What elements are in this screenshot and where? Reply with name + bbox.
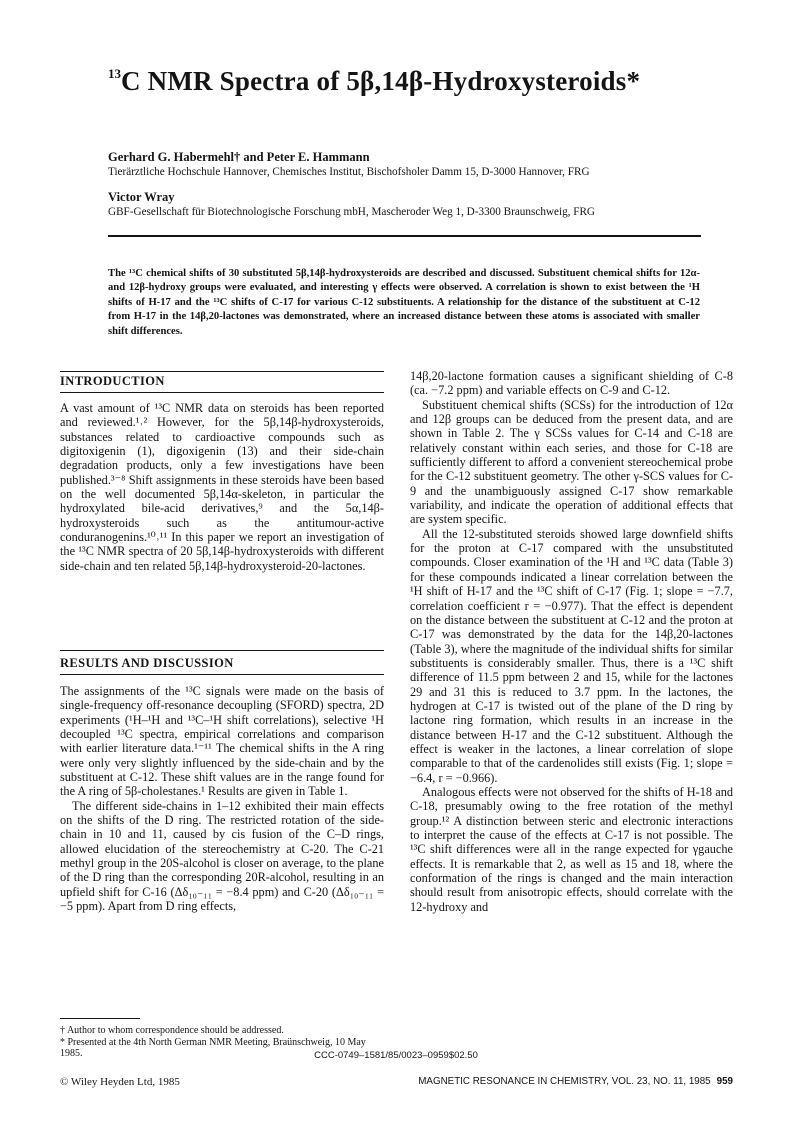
right-column-body (410, 369, 733, 914)
author-names-1: Gerhard G. Habermehl† and Peter E. Hammann (108, 150, 370, 164)
results-body (60, 684, 384, 914)
footnote-rule (60, 1018, 140, 1019)
abstract: The ¹³C chemical shifts of 30 substituted 5β,14β-hydroxysteroids are described and discussed. Substituent chemical shifts for 12α- and 12β-hydroxy groups were evaluated, and interesting γ effects were observed. A correlation is shown to exist between the ¹H shifts of H-17 and the ¹³C shifts of C-17 for various C-12 substituents. A relationship for the distance of the substituent at C-12 from H-17 in the 14β,20-lactones was demonstrated, where an increased distance between these atoms is associated with smaller shift differences. (108, 268, 700, 337)
results-heading: RESULTS AND DISCUSSION (60, 656, 234, 670)
right-paragraph-2: Substituent chemical shifts (SCSs) for the introduction of 12α and 12β groups can be deduced from the present data, and are shown in Table 2. The γ SCSs values for C-14 and C-18 are relatively constant within each series, and those for C-18 are sufficiently different to afford a convenient stereochemical probe for the C-12 substituent geometry. The other γ-SCS values for C-9 and the unambiguously assigned C-17 show remarkable variability, and indicate the operation of additional effects that are system specific. (410, 397, 733, 527)
affiliation-2: GBF-Gesellschaft für Biotechnologische Forschung mbH, Mascheroder Weg 1, D-3300 Braunschweig, FRG (108, 206, 596, 218)
header-divider (108, 235, 701, 237)
results-paragraph-1: The assignments of the ¹³C signals were made on the basis of single-frequency off-resonance decoupling (SFORD) spectra, 2D experiments (¹H–¹H and ¹³C–¹H shift correlations), selective ¹H decoupled ¹³C spectra, empirical correlations and comparison with earlier literature data.¹⁻¹¹ The chemical shifts in the A ring were only very slightly influenced by the side-chain and by the substituent at C-12. These shift values are in the range found for the A ring of 5β-cholestanes.¹ Results are given in Table 1. (60, 684, 384, 799)
publisher-line: © Wiley Heyden Ltd, 1985 (60, 1076, 180, 1088)
introduction-paragraph: A vast amount of ¹³C NMR data on steroids has been reported and reviewed.¹˒² However, for the 5β,14β-hydroxysteroids, substances related to cardioactive compounds such as digitoxigenin (1), digoxigenin (13) and their side-chain degradation products, only a few investigations have been published.³⁻⁸ Shift assignments in these steroids have been based on the well documented 5β,14α-skeleton, in particular the hydroxylated bile-acid derivatives,⁹ and the 5α,14β-hydroxysteroids such as the antitumour-active conduranogenins.¹⁰˒¹¹ In this paper we report an investigation of the ¹³C NMR spectra of 20 5β,14β-hydroxysteroids with different side-chain and ten related 5β,14β-hydroxysteroid-20-lactones. (60, 401, 384, 573)
copyright-code: CCC-0749–1581/85/0023–0959$02.50 (314, 1050, 478, 1061)
intro-rule-top (60, 371, 384, 372)
right-paragraph-1: 14β,20-lactone formation causes a significant shielding of C-8 (ca. −7.2 ppm) and variable effects on C-9 and C-12. (410, 369, 733, 398)
results-paragraph-2: The different side-chains in 1–12 exhibited their main effects on the shifts of the D ring. The restricted rotation of the side-chain in 10 and 11, caused by cis fusion of the C–D rings, allowed elucidation of the stereochemistry at C-20. The C-21 methyl group in the 20S-alcohol is closer on average, to the plane of the D ring than the corresponding 20R-alcohol, resulting in an upfield shift for C-16 (Δδ₁₀₋₁₁ = −8.4 ppm) and C-20 (Δδ₁₀₋₁₁ = −5 ppm). Apart from D ring effects, (60, 798, 384, 914)
title-superscript: 13 (108, 66, 121, 81)
results-rule-top (60, 650, 384, 651)
results-rule-bottom (60, 674, 384, 675)
page-number: 959 (716, 1076, 733, 1087)
article-title (108, 66, 708, 97)
footnote-correspondence: † Author to whom correspondence should be addressed. (60, 1025, 284, 1036)
journal-line (418, 1076, 733, 1087)
introduction-heading: INTRODUCTION (60, 374, 165, 388)
title-text: C NMR Spectra of 5β,14β-Hydroxysteroids* (121, 66, 641, 96)
author-names-2: Victor Wray (108, 190, 175, 204)
introduction-body (60, 401, 384, 573)
affiliation-1: Tierärztliche Hochschule Hannover, Chemisches Institut, Bischofsholer Damm 15, D-3000 Hannover, FRG (108, 166, 590, 178)
right-paragraph-3: All the 12-substituted steroids showed large downfield shifts for the proton at C-17 compared with the unsubstituted compounds. Closer examination of the ¹H and ¹³C data (Table 3) for these compounds indicated a linear correlation between the ¹H shift of H-17 and the ¹³C shift of C-17 (Fig. 1; slope = −7.7, correlation coefficient r = −0.977). That the effect is dependent on the distance between the substituent at C-12 and the proton at C-17 was demonstrated by the data for the 14β,20-lactones (Table 3), where the magnitude of the individual shifts for similar substituents is considerably smaller. Thus, there is a ¹³C shift difference of 11.5 ppm between 2 and 15, while for the lactones 29 and 31 this is reduced to 3.7 ppm. In the lactones, the hydrogen at C-17 is twisted out of the plane of the D ring by lactone ring formation, which results in an increase in the distance between H-17 and the C-12 substituent. Although the effect is weaker in the lactones, a linear correlation of slope comparable to that of the cardenolides still exists (Fig. 1; slope = −6.4, r = −0.966). (410, 526, 733, 785)
journal-name: MAGNETIC RESONANCE IN CHEMISTRY, VOL. 23, NO. 11, 1985 (418, 1076, 711, 1087)
footnote-presented: * Presented at the 4th North German NMR Meeting, Braünschweig, 10 May 1985. (60, 1036, 366, 1059)
right-paragraph-4: Analogous effects were not observed for the shifts of H-18 and C-18, presumably owing to the free rotation of the methyl group.¹² A distinction between steric and electronic interactions to interpret the cause of the effects at C-17 is not possible. The ¹³C shift differences were all in the range expected for γgauche effects. It is remarkable that 2, as well as 15 and 18, where the conformation of the rings is changed and the main interaction should result from anisotropic effects, should correlate with the 12-hydroxy and (410, 784, 733, 914)
intro-rule-bottom (60, 392, 384, 393)
